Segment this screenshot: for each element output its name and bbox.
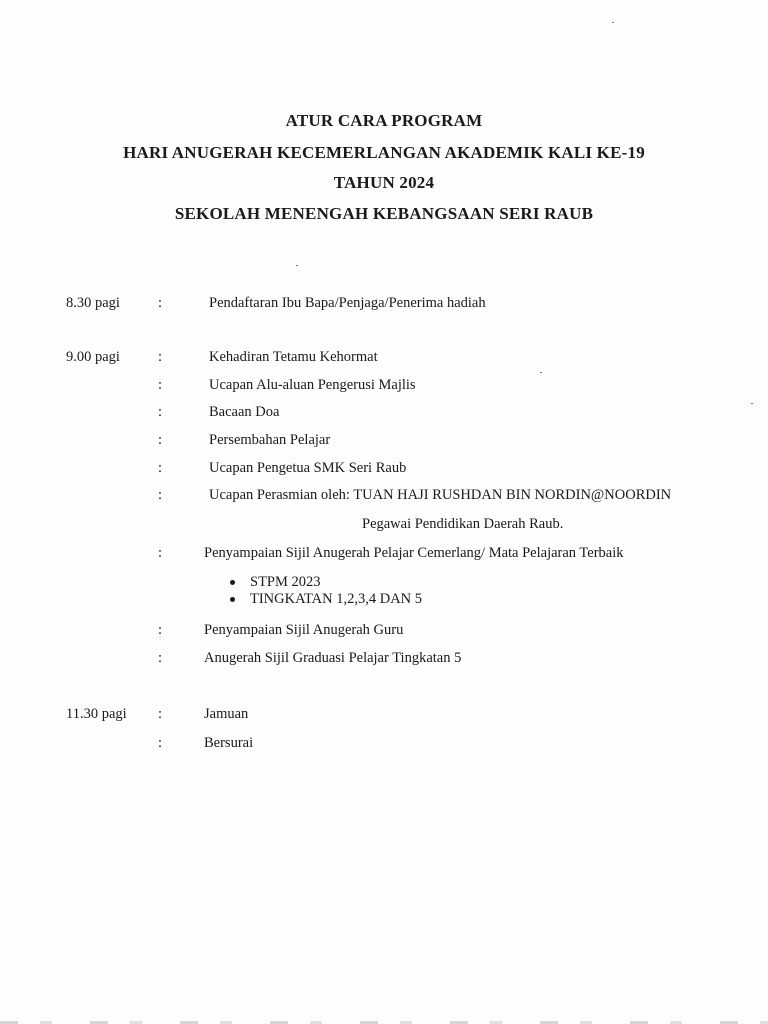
separator: : <box>158 650 163 666</box>
award-list <box>228 574 422 608</box>
agenda-item: Pendaftaran Ibu Bapa/Penjaga/Penerima hadiah <box>209 295 486 311</box>
time-label: 11.30 pagi <box>66 706 127 722</box>
schedule-row <box>0 349 768 371</box>
agenda-item: Kehadiran Tetamu Kehormat <box>209 349 378 365</box>
schedule-row <box>0 622 768 644</box>
separator: : <box>158 460 163 476</box>
schedule-row <box>0 706 768 728</box>
separator: : <box>158 404 163 420</box>
scan-speck <box>296 265 298 266</box>
schedule-row <box>0 545 768 567</box>
agenda-item: Bersurai <box>204 735 254 751</box>
separator: : <box>158 432 163 448</box>
schedule-row <box>0 650 768 672</box>
agenda-item: Bacaan Doa <box>209 404 280 420</box>
separator: : <box>158 735 163 751</box>
agenda-item: Jamuan <box>204 706 249 722</box>
list-item <box>228 574 422 591</box>
agenda-item: Ucapan Perasmian oleh: TUAN HAJI RUSHDAN BIN NORDIN@NOORDIN <box>209 487 672 503</box>
scan-speck <box>751 403 753 404</box>
scan-speck <box>612 22 614 23</box>
heading-program: ATUR CARA PROGRAM <box>285 111 483 130</box>
bullet-label: STPM 2023 <box>250 574 321 590</box>
separator: : <box>158 622 163 638</box>
heading-year: TAHUN 2024 <box>333 173 435 192</box>
separator: : <box>158 349 163 365</box>
officiator-title: Pegawai Pendidikan Daerah Raub. <box>362 516 564 532</box>
schedule-row <box>0 460 768 482</box>
separator: : <box>158 377 163 393</box>
schedule-row <box>0 295 768 317</box>
separator: : <box>158 295 163 311</box>
separator: : <box>158 706 163 722</box>
scan-speck <box>540 372 542 373</box>
time-label: 8.30 pagi <box>66 295 120 311</box>
heading-school: SEKOLAH MENENGAH KEBANGSAAN SERI RAUB <box>174 204 594 223</box>
list-item <box>228 591 422 608</box>
bullet-icon <box>230 597 235 602</box>
agenda-item: Persembahan Pelajar <box>209 432 331 448</box>
schedule-row <box>0 377 768 399</box>
agenda-item: Ucapan Pengetua SMK Seri Raub <box>209 460 407 476</box>
schedule-row <box>0 735 768 757</box>
schedule-row <box>0 432 768 454</box>
schedule-row <box>0 404 768 426</box>
time-label: 9.00 pagi <box>66 349 120 365</box>
heading-event: HARI ANUGERAH KECEMERLANGAN AKADEMIK KALI KE-19 <box>123 143 645 162</box>
separator: : <box>158 487 163 503</box>
agenda-item: Ucapan Alu-aluan Pengerusi Majlis <box>209 377 416 393</box>
schedule-row <box>0 487 768 509</box>
agenda-item: Anugerah Sijil Graduasi Pelajar Tingkatan 5 <box>204 650 462 666</box>
agenda-item: Penyampaian Sijil Anugerah Guru <box>204 622 404 638</box>
bullet-icon <box>230 580 235 585</box>
agenda-item: Penyampaian Sijil Anugerah Pelajar Cemerlang/ Mata Pelajaran Terbaik <box>204 545 624 561</box>
bullet-label: TINGKATAN 1,2,3,4 DAN 5 <box>250 591 423 607</box>
separator: : <box>158 545 163 561</box>
